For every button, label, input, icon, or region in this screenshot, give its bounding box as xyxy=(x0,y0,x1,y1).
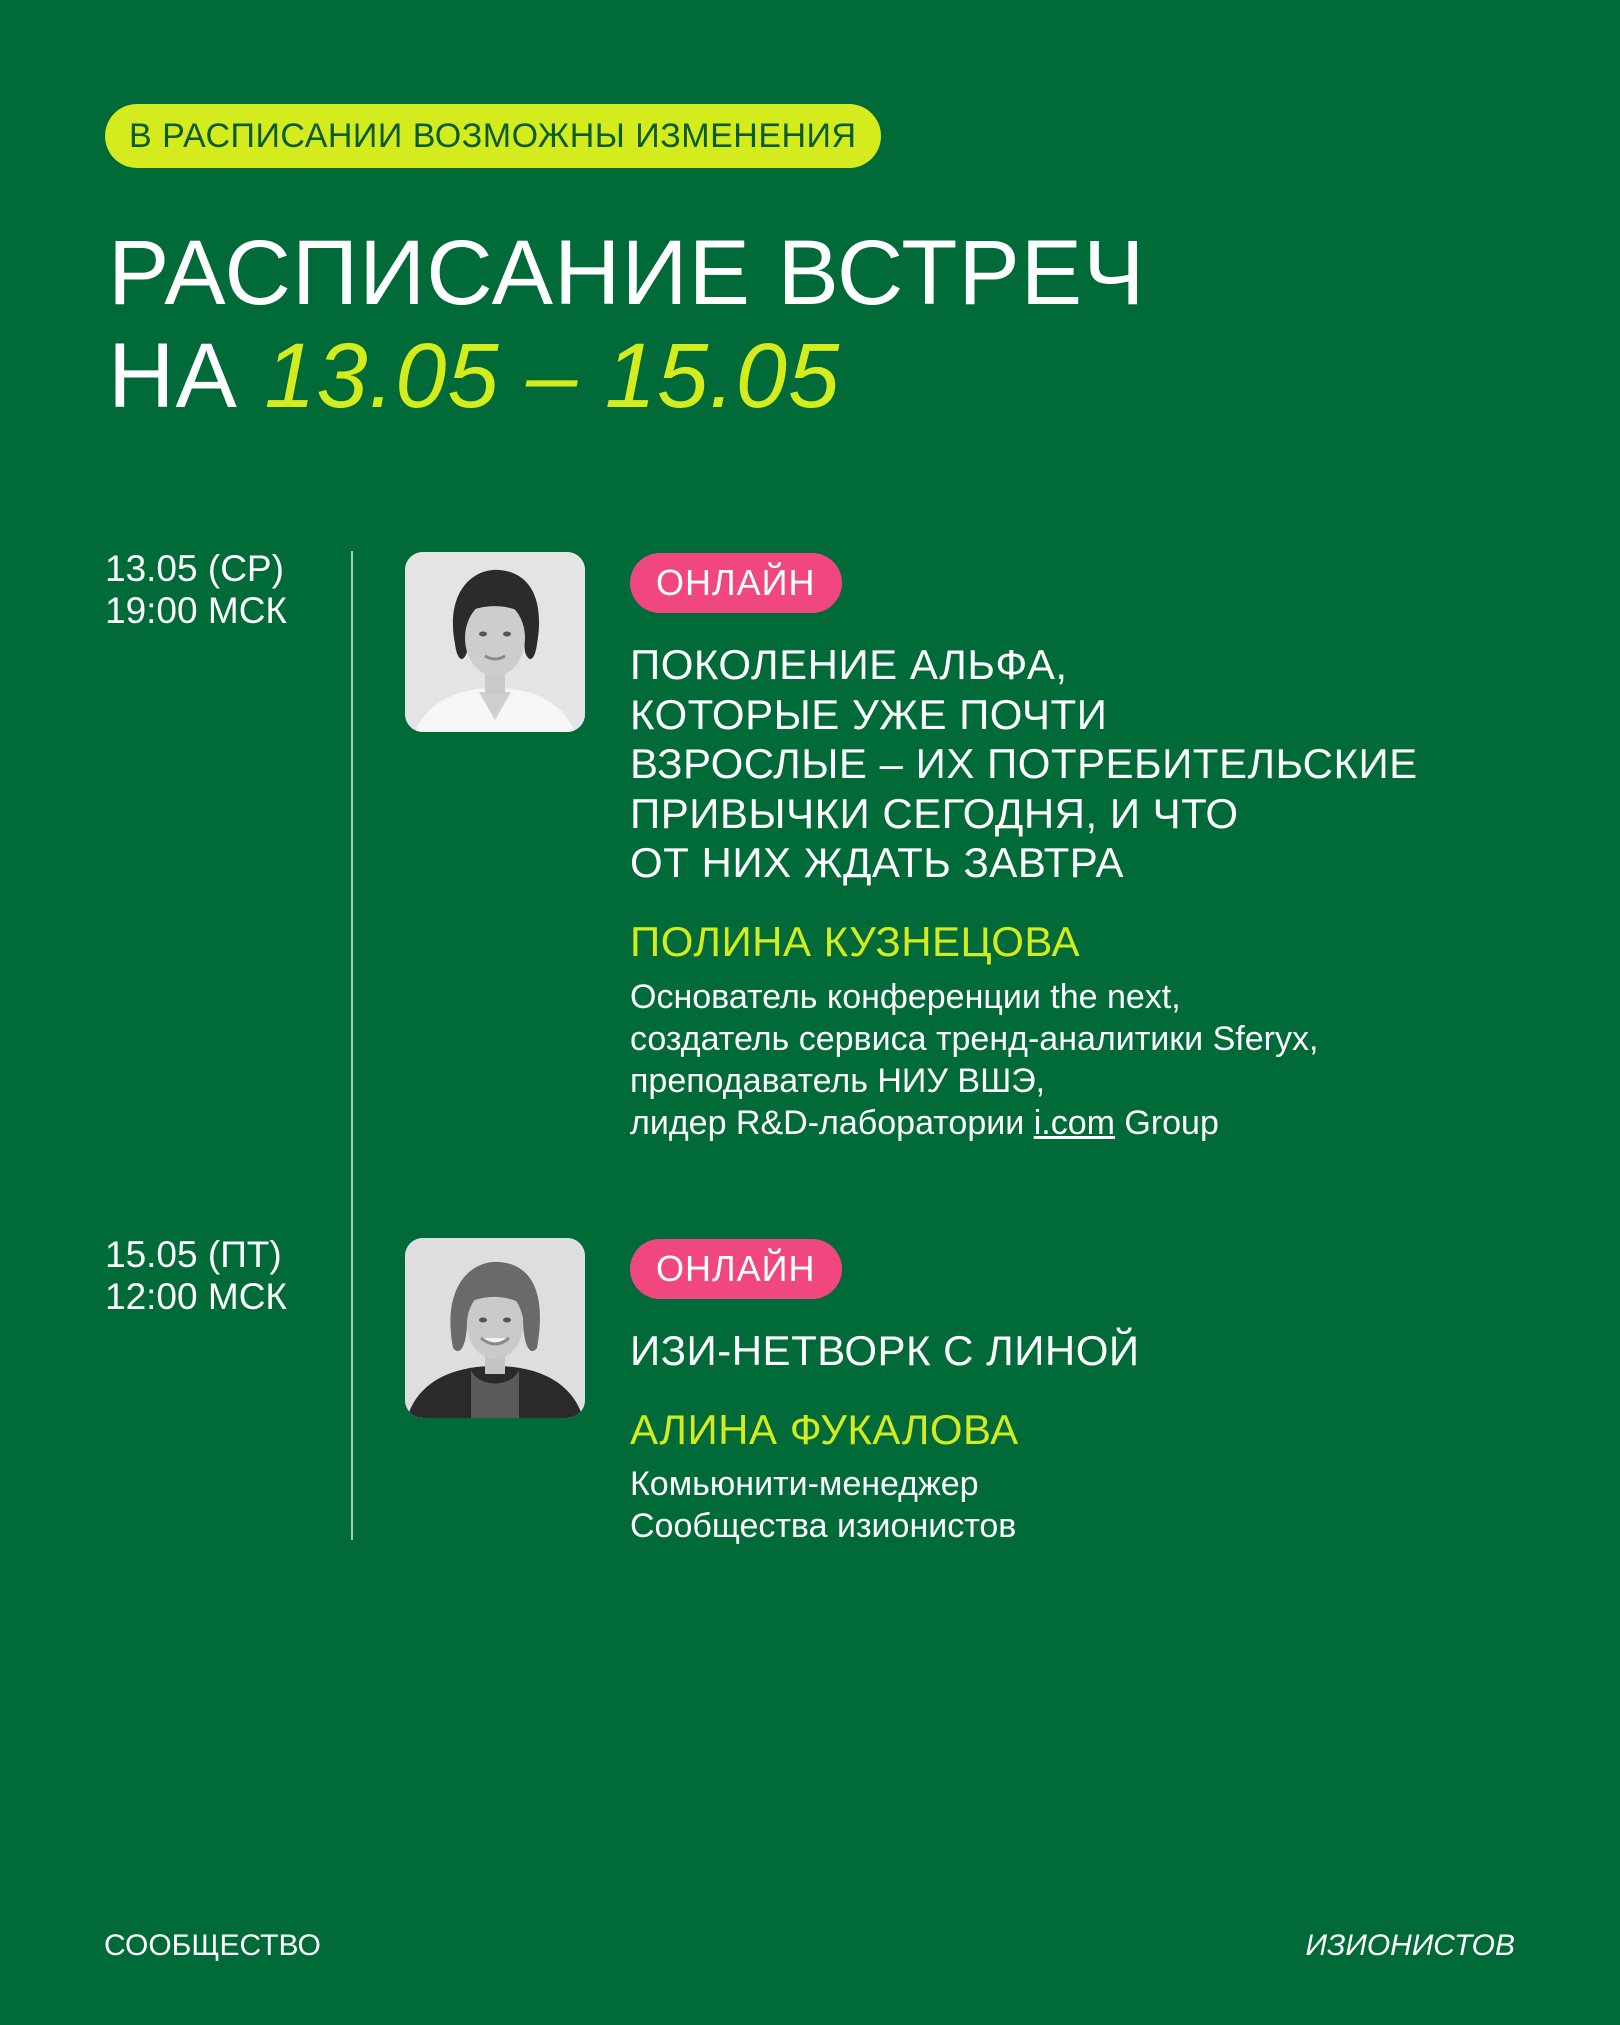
schedule-change-notice: В РАСПИСАНИИ ВОЗМОЖНЫ ИЗМЕНЕНИЯ xyxy=(105,104,881,168)
role-line: Комьюнити-менеджер xyxy=(630,1465,979,1503)
speaker-photo xyxy=(405,1238,585,1418)
event-datetime xyxy=(105,548,287,632)
title-line-1: РАСПИСАНИЕ ВСТРЕЧ xyxy=(108,222,1146,324)
speaker-name: ПОЛИНА КУЗНЕЦОВА xyxy=(630,918,1081,965)
title-dates: 13.05 – 15.05 xyxy=(264,325,841,427)
timeline-divider xyxy=(351,551,353,1540)
event-time: 19:00 МСК xyxy=(105,590,287,631)
role-line: создатель сервиса тренд-аналитики Sferyx, xyxy=(630,1020,1319,1058)
company-link[interactable]: i.com xyxy=(1033,1104,1115,1142)
role-line: лидер R&D-лаборатории i.com Group xyxy=(630,1104,1219,1142)
event-date: 13.05 (СР) xyxy=(105,548,284,589)
role-line: Сообщества изионистов xyxy=(630,1507,1017,1545)
footer-brand-left: СООБЩЕСТВО xyxy=(104,1929,321,1962)
speaker-photo xyxy=(405,552,585,732)
online-badge: ОНЛАЙН xyxy=(630,1239,842,1299)
role-line: Основатель конференции the next, xyxy=(630,978,1181,1016)
event-datetime xyxy=(105,1234,287,1318)
speaker-name: АЛИНА ФУКАЛОВА xyxy=(630,1406,1019,1453)
online-badge: ОНЛАЙН xyxy=(630,553,842,613)
page-title xyxy=(108,222,1145,428)
speaker-role xyxy=(630,976,1318,1144)
event-time: 12:00 МСК xyxy=(105,1276,287,1317)
title-prefix: НА xyxy=(108,325,238,427)
speaker-role xyxy=(630,1463,1016,1547)
event-date: 15.05 (ПТ) xyxy=(105,1234,282,1275)
footer-brand-right: ИЗИОНИСТОВ xyxy=(1305,1929,1515,1962)
role-line: преподаватель НИУ ВШЭ, xyxy=(630,1062,1046,1100)
event-topic: ИЗИ-НЕТВОРК С ЛИНОЙ xyxy=(630,1327,1140,1374)
event-topic: ПОКОЛЕНИЕ АЛЬФА, КОТОРЫЕ УЖЕ ПОЧТИ ВЗРОСЛЫЕ – ИХ ПОТРЕБИТЕЛЬСКИЕ ПРИВЫЧКИ СЕГОДНЯ, И ЧТО ОТ НИХ ЖДАТЬ ЗАВТРА xyxy=(630,641,1418,886)
